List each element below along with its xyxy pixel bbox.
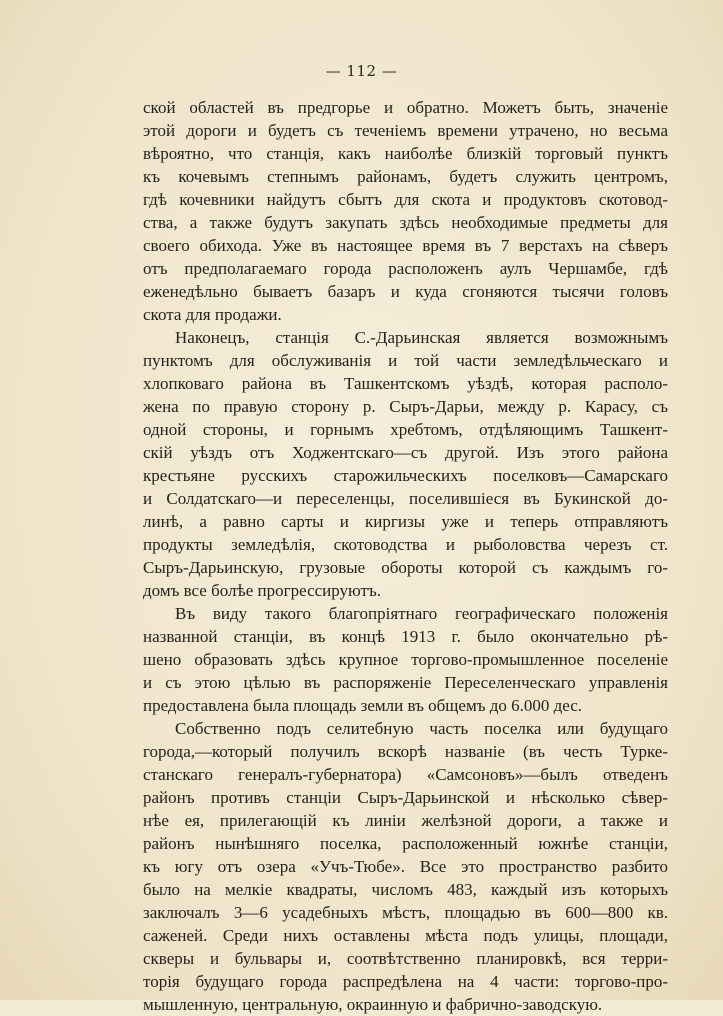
- text-line: жена по правую сторону р. Сыръ-Дарьи, между р. Карасу, съ: [143, 397, 668, 416]
- text-line: еженедѣльно бываетъ базаръ и куда сгоняются тысячи головъ: [143, 282, 668, 301]
- text-line: торія будущаго города распредѣлена на 4 части: торгово-про-: [143, 972, 668, 991]
- text-line: ской областей въ предгорье и обратно. Можетъ быть, значеніе: [143, 98, 668, 117]
- text-line: къ кочевымъ степнымъ районамъ, будетъ служить центромъ,: [143, 167, 668, 186]
- text-line: было на мелкіе квадраты, числомъ 483, каждый изъ которыхъ: [143, 880, 668, 899]
- paragraph-end-line: предоставлена была площадь земли въ общемъ до 6.000 дес.: [143, 696, 583, 715]
- paragraph-start-line: Въ виду такого благопріятнаго географическаго положенія: [175, 604, 668, 623]
- text-line: линѣ, а равно сарты и киргизы уже и теперь отправляютъ: [143, 512, 668, 531]
- text-line: заключалъ 3—6 усадебныхъ мѣстъ, площадью въ 600—800 кв.: [143, 903, 668, 922]
- text-line: Сыръ-Дарьинскую, грузовые обороты которой съ каждымъ го-: [143, 558, 668, 577]
- text-line: названной станціи, въ концѣ 1913 г. было окончательно рѣ-: [143, 627, 668, 646]
- paragraph-start-line: Наконецъ, станція С.-Дарьинская является возможнымъ: [175, 328, 668, 347]
- text-line: районъ противъ станціи Сыръ-Дарьинской и нѣсколько сѣвер-: [143, 788, 668, 807]
- text-line: пунктомъ для обслуживанія и той части земледѣльческаго и: [143, 351, 668, 370]
- text-line: скверы и бульвары и, соотвѣтственно планировкѣ, вся терри-: [143, 949, 668, 968]
- text-line: своего обихода. Уже въ настоящее время въ 7 верстахъ на сѣверъ: [143, 236, 668, 255]
- text-line: и Солдатскаго—и переселенцы, поселившіеся въ Букинской до-: [143, 489, 668, 508]
- text-line: отъ предполагаемаго города расположенъ аулъ Чершамбе, гдѣ: [143, 259, 668, 278]
- text-line: хлопковаго района въ Ташкентскомъ уѣздѣ, которая располо-: [143, 374, 668, 393]
- paragraph-end-line: скота для продажи.: [143, 305, 282, 324]
- text-line: саженей. Среди нихъ оставлены мѣста подъ улицы, площади,: [143, 926, 668, 945]
- text-line: города,—который получилъ вскорѣ названіе (въ честь Турке-: [143, 742, 668, 761]
- paragraph-end-line: мышленную, центральную, окраинную и фабрично-заводскую.: [143, 995, 603, 1014]
- text-line: гдѣ кочевники найдутъ сбытъ для скота и продуктовъ скотовод-: [143, 190, 668, 209]
- text-line: этой дороги и будетъ съ теченіемъ времени утрачено, но весьма: [143, 121, 668, 140]
- text-line: продукты земледѣлія, скотоводства и рыболовства черезъ ст.: [143, 535, 668, 554]
- text-line: ства, а также будутъ закупать здѣсь необходимые предметы для: [143, 213, 668, 232]
- text-line: нѣе ея, прилегающій къ линіи желѣзной дороги, а также и: [143, 811, 668, 830]
- text-line: крестьяне русскихъ старожильческихъ поселковъ—Самарскаго: [143, 466, 668, 485]
- text-line: районъ нынѣшняго поселка, расположенный южнѣе станціи,: [143, 834, 668, 853]
- text-line: шено образовать здѣсь крупное торгово-промышленное поселеніе: [143, 650, 668, 669]
- text-line: скій уѣздъ отъ Ходжентскаго—съ другой. Изъ этого района: [143, 443, 668, 462]
- text-line: къ югу отъ озера «Учъ-Тюбе». Все это пространство разбито: [143, 857, 668, 876]
- page-number: — 112 —: [325, 62, 398, 80]
- page-text: [143, 96, 668, 1016]
- text-line: и съ этою цѣлью въ распоряженіе Переселенческаго управленія: [143, 673, 668, 692]
- text-line: вѣроятно, что станція, какъ наиболѣе близкій торговый пунктъ: [143, 144, 668, 163]
- text-line: одной стороны, и горнымъ хребтомъ, отдѣляющимъ Ташкент-: [143, 420, 668, 439]
- paragraph-end-line: домъ все болѣе прогрессируютъ.: [143, 581, 381, 600]
- text-line: станскаго генералъ-губернатора) «Самсоновъ»—былъ отведенъ: [143, 765, 668, 784]
- paragraph-start-line: Собственно подъ селитебную часть поселка или будущаго: [175, 719, 668, 738]
